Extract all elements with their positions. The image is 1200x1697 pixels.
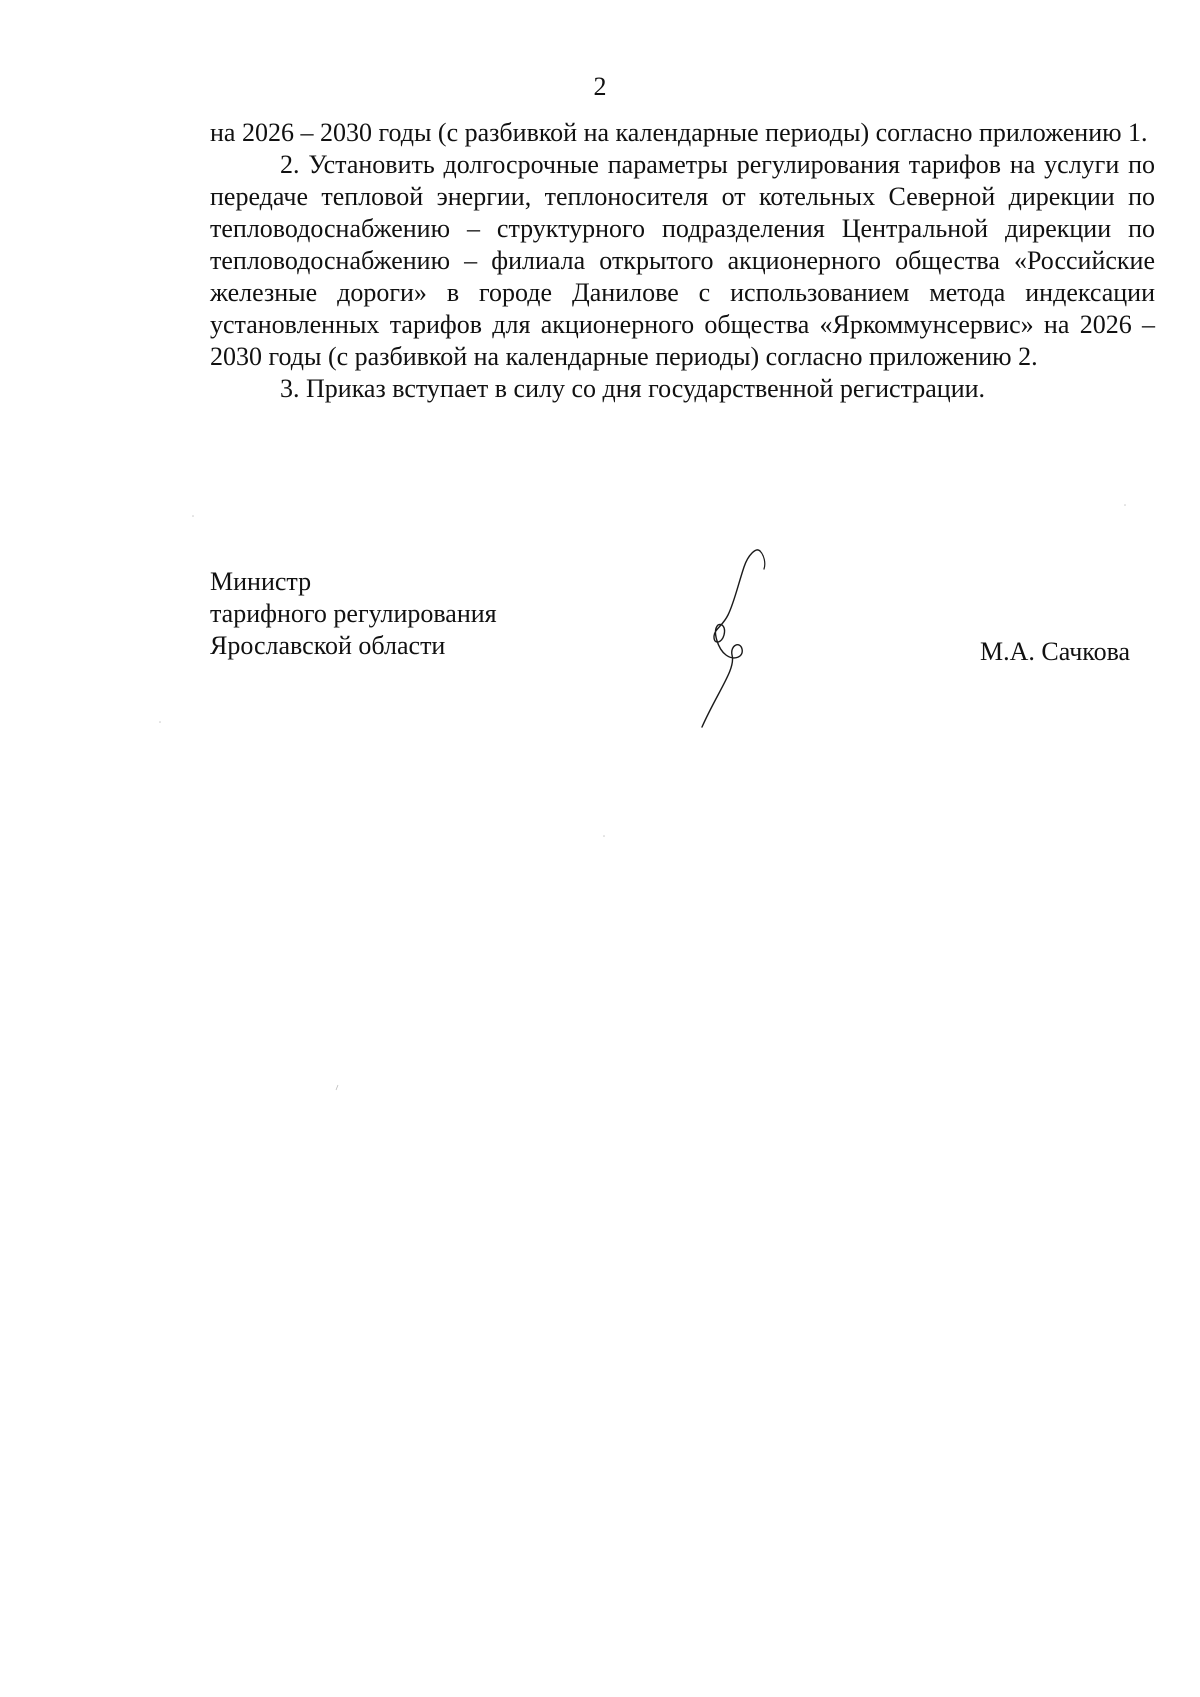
signatory-title-block <box>210 566 497 662</box>
signatory-name: М.А. Сачкова <box>980 637 1131 666</box>
paragraph-item-3: 3. Приказ вступает в силу со дня государственной регистрации. <box>280 374 986 403</box>
paragraph-item-2: 2. Установить долгосрочные параметры регулирования тарифов на услуги по передаче тепловой энергии, теплоносителя от котельных Северной дирекции по тепловодоснабжению – структурного подразделения Центральной дирекции по тепловодоснабжению – филиала открытого акционерного общества «Российские железные дороги» в городе Данилове с использованием метода индексации установленных тарифов для акционерного общества «Яркоммунсервис» на 2026 – 2030 годы (с разбивкой на календарные периоды) согласно приложению 2. <box>210 150 1155 371</box>
signatory-department: тарифного регулирования <box>210 599 497 628</box>
signatory-position: Министр <box>210 567 312 596</box>
paragraph-continuation: на 2026 – 2030 годы (с разбивкой на календарные периоды) согласно приложению 1. <box>210 118 1148 147</box>
page-number: 2 <box>593 72 607 101</box>
document-body <box>210 117 1155 405</box>
handwritten-signature <box>700 545 840 735</box>
signatory-region: Ярославской области <box>210 631 446 660</box>
